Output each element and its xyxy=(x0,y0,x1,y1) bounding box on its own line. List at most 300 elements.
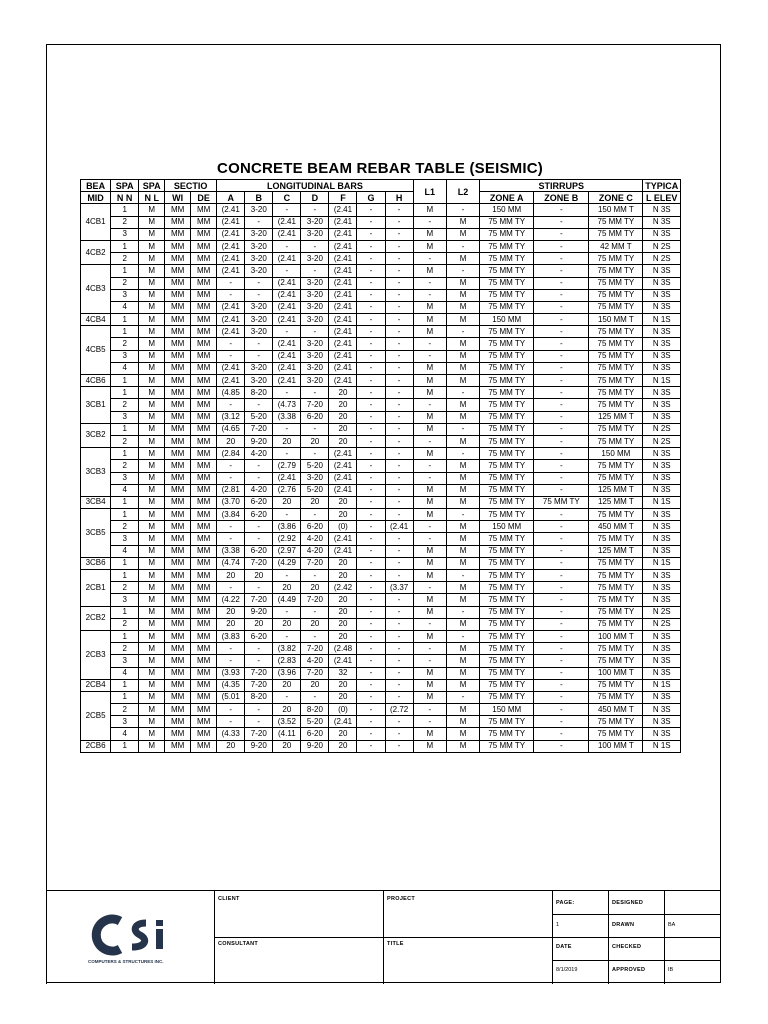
l1-cell-text: - xyxy=(428,278,432,288)
zone-b-cell xyxy=(534,277,589,289)
bar-f-cell-text: 20 xyxy=(338,436,348,446)
l2-cell-text: M xyxy=(459,375,467,385)
zone-b-cell-text: - xyxy=(559,473,563,483)
span-number-cell xyxy=(111,253,139,265)
span-length-cell xyxy=(139,326,165,338)
width-cell xyxy=(165,582,191,594)
width-cell xyxy=(165,411,191,423)
page-value: 1 xyxy=(556,922,560,928)
span-length-cell-text: M xyxy=(148,521,156,531)
bar-c-cell-text: 20 xyxy=(282,680,292,690)
bar-a-cell xyxy=(217,326,245,338)
level-cell xyxy=(643,265,681,277)
bar-b-cell xyxy=(245,716,273,728)
span-number-cell xyxy=(111,277,139,289)
table-row xyxy=(81,594,681,606)
span-length-cell xyxy=(139,618,165,630)
zone-c-cell-text: 75 MM TY xyxy=(597,509,635,519)
beam-id-cell-text: 2CB4 xyxy=(85,680,106,690)
bar-g-cell xyxy=(357,618,385,630)
bar-c-cell xyxy=(273,533,301,545)
depth-cell-text: MM xyxy=(197,314,211,324)
l1-cell xyxy=(413,460,446,472)
bar-d-cell-text: 3-20 xyxy=(306,217,323,227)
zone-c-cell-text: 75 MM TY xyxy=(597,607,635,617)
l1-cell-text: M xyxy=(426,607,434,617)
bar-d-cell xyxy=(301,582,329,594)
bar-c-cell-text: - xyxy=(285,204,289,214)
bar-c-cell-text: (2.76 xyxy=(277,485,296,495)
zone-b-cell xyxy=(534,350,589,362)
zone-a-cell xyxy=(480,338,534,350)
zone-b-cell-text: - xyxy=(559,375,563,385)
width-cell-text: MM xyxy=(171,204,185,214)
bar-b-cell-text: 3-20 xyxy=(250,204,267,214)
bar-a-cell xyxy=(217,301,245,313)
bar-f-cell-text: (2.41 xyxy=(333,546,353,556)
zone-a-cell xyxy=(480,521,534,533)
zone-a-cell-text: 75 MM TY xyxy=(488,680,526,690)
zone-a-cell-text: 75 MM TY xyxy=(488,509,526,519)
bar-a-cell xyxy=(217,496,245,508)
depth-cell-text: MM xyxy=(197,594,211,604)
beam-id-cell-text: 3CB4 xyxy=(85,497,106,507)
beam-id-cell-text: 2CB2 xyxy=(85,613,106,623)
width-cell-text: MM xyxy=(171,473,185,483)
bar-a-cell-text: - xyxy=(229,351,233,361)
bar-h-cell xyxy=(385,740,413,752)
bar-h-cell-text: - xyxy=(397,436,401,446)
span-length-cell xyxy=(139,411,165,423)
zone-a-cell-text: 75 MM TY xyxy=(488,326,526,336)
bar-h-cell-text: - xyxy=(397,668,401,678)
bar-b-cell xyxy=(245,204,273,216)
width-cell xyxy=(165,253,191,265)
level-cell xyxy=(643,655,681,667)
bar-c-cell xyxy=(273,314,301,326)
depth-cell-text: MM xyxy=(197,509,211,519)
table-row xyxy=(81,557,681,569)
table-row xyxy=(81,362,681,374)
span-number-cell xyxy=(111,679,139,691)
zone-b-cell-text: - xyxy=(559,668,563,678)
l1-cell xyxy=(413,667,446,679)
bar-b-cell xyxy=(245,643,273,655)
zone-a-cell xyxy=(480,606,534,618)
depth-cell xyxy=(191,704,217,716)
bar-a-cell-text: - xyxy=(229,534,233,544)
bar-g-cell-text: - xyxy=(369,534,373,544)
bar-b-cell xyxy=(245,570,273,582)
l1-cell xyxy=(413,448,446,460)
bar-h-cell xyxy=(385,533,413,545)
bar-b-cell xyxy=(245,594,273,606)
bar-h-cell-text: - xyxy=(397,631,401,641)
bar-h-cell xyxy=(385,630,413,642)
bar-g-cell xyxy=(357,253,385,265)
bar-f-cell-text: 20 xyxy=(338,387,348,397)
table-row xyxy=(81,545,681,557)
bar-d-cell-text: - xyxy=(313,509,317,519)
bar-b-cell-text: - xyxy=(257,399,261,409)
span-length-cell-text: M xyxy=(148,448,156,458)
width-cell xyxy=(165,460,191,472)
span-number-cell-text: 1 xyxy=(122,241,127,251)
span-number-cell-text: 1 xyxy=(122,497,127,507)
l1-cell xyxy=(413,521,446,533)
bar-h-cell xyxy=(385,460,413,472)
l1-cell xyxy=(413,496,446,508)
bar-g-cell-text: - xyxy=(369,339,373,349)
bar-c-cell xyxy=(273,301,301,313)
bar-c-cell xyxy=(273,423,301,435)
bar-a-cell xyxy=(217,521,245,533)
l1-cell xyxy=(413,643,446,655)
span-number-cell xyxy=(111,557,139,569)
beam-id-cell xyxy=(81,570,111,607)
width-cell-text: MM xyxy=(171,399,185,409)
l1-cell-text: M xyxy=(426,302,434,312)
span-number-cell-text: 3 xyxy=(122,716,127,726)
table-row xyxy=(81,216,681,228)
zone-a-cell-text: 75 MM TY xyxy=(488,290,526,300)
zone-c-cell-text: 75 MM TY xyxy=(597,570,635,580)
level-cell-text: N 3S xyxy=(652,729,671,739)
depth-cell xyxy=(191,240,217,252)
span-number-cell-text: 1 xyxy=(122,265,127,275)
l2-cell xyxy=(446,350,479,362)
zone-a-cell-text: 75 MM TY xyxy=(488,412,526,422)
span-number-cell xyxy=(111,435,139,447)
bar-c-cell-text: (2.41 xyxy=(277,375,296,385)
zone-a-cell-text: 75 MM TY xyxy=(488,655,526,665)
width-cell-text: MM xyxy=(171,570,185,580)
bar-h-cell xyxy=(385,679,413,691)
bar-a-cell xyxy=(217,435,245,447)
zone-b-cell xyxy=(534,740,589,752)
beam-id-cell-text: 3CB6 xyxy=(85,558,106,568)
span-length-cell-text: M xyxy=(148,741,156,751)
project-label: PROJECT xyxy=(387,896,416,902)
bar-c-cell xyxy=(273,338,301,350)
span-length-cell-text: M xyxy=(148,619,156,629)
bar-d-cell xyxy=(301,484,329,496)
l2-cell-text: M xyxy=(459,716,467,726)
bar-b-cell xyxy=(245,326,273,338)
beam-id-cell xyxy=(81,314,111,326)
level-cell-text: N 3S xyxy=(652,387,671,397)
bar-g-cell-text: - xyxy=(369,204,373,214)
l2-cell xyxy=(446,521,479,533)
depth-cell-text: MM xyxy=(197,631,211,641)
level-cell-text: N 3S xyxy=(652,290,671,300)
span-length-cell-text: M xyxy=(148,668,156,678)
bar-d-cell-text: 20 xyxy=(310,582,320,592)
bar-g-cell xyxy=(357,301,385,313)
width-cell xyxy=(165,728,191,740)
zone-c-cell xyxy=(589,253,643,265)
bar-a-cell xyxy=(217,265,245,277)
table-row xyxy=(81,691,681,703)
zone-c-cell-text: 125 MM T xyxy=(597,485,634,495)
l1-cell-text: M xyxy=(426,680,434,690)
zone-a-cell-text: 150 MM xyxy=(492,314,522,324)
span-length-cell xyxy=(139,435,165,447)
level-cell-text: N 3S xyxy=(652,668,671,678)
bar-g-cell xyxy=(357,606,385,618)
bar-f-cell-text: (0) xyxy=(338,521,348,531)
level-cell xyxy=(643,728,681,740)
bar-b-cell xyxy=(245,667,273,679)
depth-cell xyxy=(191,338,217,350)
table-row xyxy=(81,277,681,289)
bar-d-cell-text: 7-20 xyxy=(306,668,323,678)
title-label: TITLE xyxy=(387,941,404,947)
width-cell xyxy=(165,301,191,313)
depth-cell xyxy=(191,521,217,533)
bar-h-cell-text: - xyxy=(397,485,401,495)
zone-a-cell-text: 75 MM TY xyxy=(488,485,526,495)
depth-cell-text: MM xyxy=(197,619,211,629)
span-number-cell xyxy=(111,643,139,655)
zone-c-cell xyxy=(589,533,643,545)
bar-g-cell xyxy=(357,399,385,411)
bar-h-cell xyxy=(385,435,413,447)
l1-cell-text: M xyxy=(426,314,434,324)
l2-cell-text: - xyxy=(461,326,465,336)
bar-h-cell xyxy=(385,216,413,228)
bar-f-cell xyxy=(329,240,357,252)
span-number-cell-text: 1 xyxy=(122,314,127,324)
bar-f-cell-text: (2.41 xyxy=(333,716,353,726)
bar-a-cell-text: (3.83 xyxy=(221,631,240,641)
zone-b-cell xyxy=(534,582,589,594)
l2-cell xyxy=(446,314,479,326)
bar-h-cell-text: - xyxy=(397,594,401,604)
beam-id-cell xyxy=(81,326,111,375)
width-cell xyxy=(165,204,191,216)
bar-f-cell-text: (2.42 xyxy=(333,582,353,592)
bar-d-cell xyxy=(301,545,329,557)
zone-b-cell-text: - xyxy=(559,716,563,726)
l1-cell xyxy=(413,326,446,338)
level-cell-text: N 1S xyxy=(652,741,671,751)
l1-cell xyxy=(413,582,446,594)
depth-cell xyxy=(191,509,217,521)
span-number-cell xyxy=(111,350,139,362)
zone-b-cell xyxy=(534,570,589,582)
zone-c-cell xyxy=(589,606,643,618)
bar-g-cell xyxy=(357,716,385,728)
zone-a-cell xyxy=(480,545,534,557)
bar-g-cell xyxy=(357,265,385,277)
bar-b-cell xyxy=(245,387,273,399)
bar-h-cell-text: - xyxy=(397,314,401,324)
bar-a-cell xyxy=(217,484,245,496)
bar-a-cell-text: (2.41 xyxy=(221,253,240,263)
bar-c-cell xyxy=(273,448,301,460)
level-cell xyxy=(643,387,681,399)
bar-b-cell-text: - xyxy=(257,339,261,349)
bar-g-cell xyxy=(357,728,385,740)
l1-cell-text: M xyxy=(426,204,434,214)
col-zone-c: ZONE C xyxy=(589,192,643,204)
level-cell-text: N 1S xyxy=(652,314,671,324)
depth-cell xyxy=(191,289,217,301)
bar-h-cell xyxy=(385,326,413,338)
bar-b-cell-text: - xyxy=(257,716,261,726)
col-longitudinal-bars: LONGITUDINAL BARS xyxy=(217,180,413,192)
table-title: CONCRETE BEAM REBAR TABLE (SEISMIC) xyxy=(217,160,543,177)
width-cell xyxy=(165,679,191,691)
zone-a-cell-text: 75 MM TY xyxy=(488,582,526,592)
bar-g-cell-text: - xyxy=(369,375,373,385)
tb-divider xyxy=(552,937,721,938)
bar-g-cell-text: - xyxy=(369,326,373,336)
level-cell xyxy=(643,375,681,387)
beam-id-cell-text: 3CB2 xyxy=(85,430,106,440)
table-row xyxy=(81,643,681,655)
zone-c-cell-text: 125 MM T xyxy=(597,497,634,507)
bar-a-cell-text: - xyxy=(229,716,233,726)
zone-c-cell-text: 75 MM TY xyxy=(597,534,635,544)
bar-d-cell xyxy=(301,216,329,228)
table-row xyxy=(81,704,681,716)
zone-b-cell-text: - xyxy=(559,509,563,519)
span-length-cell xyxy=(139,630,165,642)
bar-b-cell xyxy=(245,289,273,301)
zone-c-cell-text: 75 MM TY xyxy=(597,387,635,397)
l2-cell-text: M xyxy=(459,412,467,422)
bar-h-cell-text: - xyxy=(397,473,401,483)
zone-b-cell-text: - xyxy=(559,704,563,714)
level-cell-text: N 3S xyxy=(652,351,671,361)
bar-f-cell-text: 20 xyxy=(338,558,348,568)
bar-d-cell-text: 5-20 xyxy=(306,460,323,470)
depth-cell-text: MM xyxy=(197,497,211,507)
bar-c-cell-text: 20 xyxy=(282,741,292,751)
l2-cell xyxy=(446,338,479,350)
level-cell xyxy=(643,557,681,569)
bar-b-cell-text: - xyxy=(257,534,261,544)
l1-cell xyxy=(413,716,446,728)
bar-b-cell xyxy=(245,362,273,374)
bar-a-cell-text: 20 xyxy=(226,741,236,751)
span-number-cell-text: 3 xyxy=(122,412,127,422)
width-cell-text: MM xyxy=(171,241,185,251)
span-length-cell xyxy=(139,423,165,435)
bar-d-cell xyxy=(301,411,329,423)
bar-g-cell-text: - xyxy=(369,716,373,726)
bar-a-cell-text: 20 xyxy=(226,619,236,629)
width-cell-text: MM xyxy=(171,521,185,531)
col-b: B xyxy=(245,192,273,204)
l2-cell-text: M xyxy=(459,229,467,239)
bar-f-cell-text: 20 xyxy=(338,619,348,629)
span-length-cell xyxy=(139,509,165,521)
depth-cell xyxy=(191,533,217,545)
l2-cell-text: M xyxy=(459,473,467,483)
span-length-cell-text: M xyxy=(148,729,156,739)
bar-g-cell-text: - xyxy=(369,448,373,458)
rebar-table-body xyxy=(81,204,681,752)
width-cell-text: MM xyxy=(171,534,185,544)
bar-d-cell-text: 4-20 xyxy=(306,655,323,665)
l1-cell-text: - xyxy=(428,643,432,653)
span-length-cell-text: M xyxy=(148,278,156,288)
span-number-cell xyxy=(111,570,139,582)
zone-a-cell xyxy=(480,728,534,740)
l1-cell-text: M xyxy=(426,509,434,519)
l2-cell xyxy=(446,704,479,716)
span-length-cell xyxy=(139,460,165,472)
bar-b-cell xyxy=(245,521,273,533)
span-number-cell xyxy=(111,411,139,423)
l1-cell xyxy=(413,570,446,582)
zone-c-cell xyxy=(589,460,643,472)
zone-a-cell xyxy=(480,533,534,545)
depth-cell xyxy=(191,423,217,435)
bar-b-cell-text: 3-20 xyxy=(250,314,267,324)
l2-cell xyxy=(446,216,479,228)
span-number-cell-text: 1 xyxy=(122,375,127,385)
table-row xyxy=(81,728,681,740)
bar-f-cell xyxy=(329,521,357,533)
bar-f-cell xyxy=(329,289,357,301)
bar-c-cell-text: (2.41 xyxy=(277,363,296,373)
width-cell xyxy=(165,716,191,728)
zone-c-cell-text: 75 MM TY xyxy=(597,424,635,434)
width-cell-text: MM xyxy=(171,448,185,458)
beam-id-cell-text: 2CB5 xyxy=(85,710,106,720)
l2-cell-text: - xyxy=(461,448,465,458)
bar-c-cell-text: (2.92 xyxy=(277,534,296,544)
bar-g-cell-text: - xyxy=(369,729,373,739)
col-c: C xyxy=(273,192,301,204)
bar-d-cell xyxy=(301,679,329,691)
width-cell-text: MM xyxy=(171,607,185,617)
width-cell xyxy=(165,545,191,557)
zone-b-cell xyxy=(534,265,589,277)
l2-cell-text: - xyxy=(461,692,465,702)
bar-c-cell-text: - xyxy=(285,448,289,458)
bar-b-cell xyxy=(245,448,273,460)
zone-b-cell xyxy=(534,362,589,374)
width-cell-text: MM xyxy=(171,631,185,641)
zone-b-cell-text: - xyxy=(559,339,563,349)
zone-c-cell xyxy=(589,338,643,350)
zone-a-cell-text: 75 MM TY xyxy=(488,570,526,580)
l1-cell xyxy=(413,679,446,691)
l2-cell-text: M xyxy=(459,546,467,556)
beam-id-cell xyxy=(81,509,111,558)
width-cell-text: MM xyxy=(171,363,185,373)
bar-h-cell xyxy=(385,228,413,240)
zone-b-cell-text: - xyxy=(559,631,563,641)
table-row xyxy=(81,618,681,630)
span-number-cell-text: 4 xyxy=(122,485,127,495)
table-row xyxy=(81,509,681,521)
bar-f-cell xyxy=(329,704,357,716)
zone-b-cell xyxy=(534,399,589,411)
width-cell xyxy=(165,216,191,228)
span-length-cell-text: M xyxy=(148,424,156,434)
l2-cell-text: M xyxy=(459,436,467,446)
span-number-cell-text: 1 xyxy=(122,570,127,580)
depth-cell xyxy=(191,679,217,691)
zone-b-cell-text: - xyxy=(559,655,563,665)
l2-cell xyxy=(446,691,479,703)
